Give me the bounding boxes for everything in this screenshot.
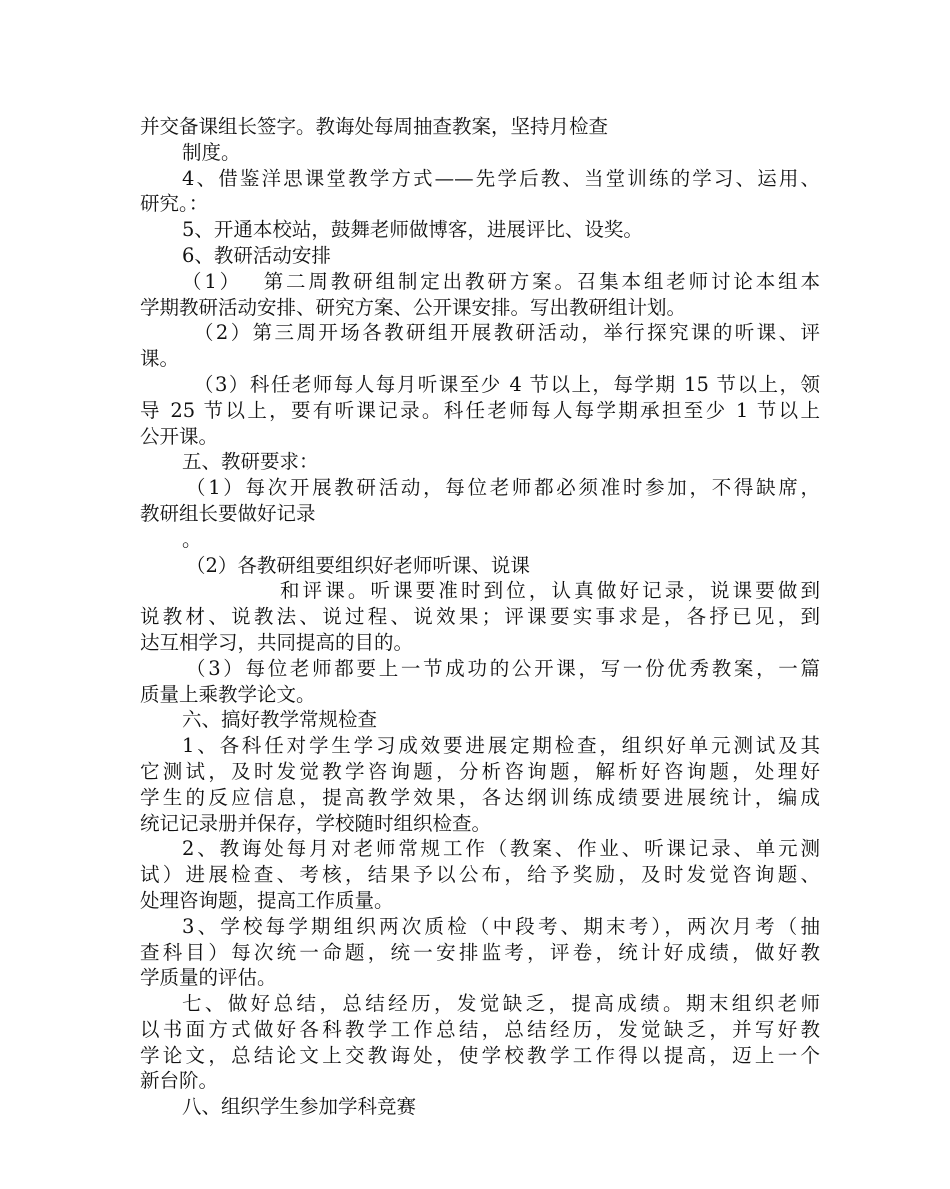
text-line: （1）每次开展教研活动，每位老师都必须准时参加，不得缺席， [186,476,820,500]
text-line: 。 [182,527,202,551]
text-line: 查科目）每次统一命题，统一安排监考，评卷，统计好成绩，做好教 [140,940,820,964]
text-line: 学期教研活动安排、研究方案、公开课安排。写出教研组计划。 [140,295,687,319]
text-line: 并交备课组长签字。教诲处每周抽查教案，坚持月检查 [140,115,609,138]
text-line: 导 25 节以上，要有听课记录。科任老师每人每学期承担至少 1 节以上 [140,398,820,422]
text-line: 它测试，及时发觉教学咨询题，分析咨询题，解析好咨询题，处理好 [140,759,820,783]
text-line: （2）各教研组要组织好老师听课、说课 [186,553,530,577]
document-body [140,114,820,1120]
text-line: 公开课。 [140,424,219,448]
text-line: 说教材、说教法、说过程、说效果；评课要实事求是，各抒已见，到 [140,605,820,629]
text-line: （3）每位老师都要上一节成功的公开课，写一份优秀教案，一篇 [186,656,820,680]
text-line: 2、教诲处每月对老师常规工作（教案、作业、听课记录、单元测 [182,837,820,861]
text-line: 试）进展检查、考核，结果予以公布，给予奖励，及时发觉咨询题、 [140,863,820,887]
section-heading: 五、教研要求： [182,450,319,474]
text-line: 1、各科任对学生学习成效要进展定期检查，组织好单元测试及其 [182,734,820,758]
text-line: 6、教研活动安排 [182,243,331,267]
text-line: （3）科任老师每人每月听课至少 4 节以上，每学期 15 节以上，领 [194,372,820,396]
text-line: 课。 [140,347,180,371]
text-line: 研究。： [140,192,209,216]
text-line: 学质量的评估。 [140,966,277,990]
text-line: 统记记录册并保存，学校随时组织检查。 [140,811,492,835]
text-line: 处理咨询题，提高工作质量。 [140,888,394,912]
text-line: 达互相学习，共同提高的目的。 [140,630,414,654]
text-line: 质量上乘教学论文。 [140,682,316,706]
text-line: 和评课。听课要准时到位，认真做好记录，说课要做到 [280,579,820,603]
text-line: 5、开通本校站，鼓舞老师做博客，进展评比、设奖。 [182,218,643,242]
section-heading: 七、做好总结，总结经历，发觉缺乏，提高成绩。期末组织老师 [182,992,820,1016]
text-line: 学生的反应信息，提高教学效果，各达纲训练成绩要进展统计，编成 [140,785,820,809]
text-line: 新台阶。 [140,1069,219,1093]
text-line: （1） 第二周教研组制定出教研方案。召集本组老师讨论本组本 [182,269,820,293]
text-line: 以书面方式做好各科教学工作总结，总结经历，发觉缺乏，并写好教 [140,1017,820,1041]
text-line: 学论文，总结论文上交教诲处，使学校教学工作得以提高，迈上一个 [140,1043,820,1067]
text-line: 制度。 [182,140,241,164]
text-line: 教研组长要做好记录 [140,501,316,525]
text-line: 4、借鉴洋思课堂教学方式——先学后教、当堂训练的学习、运用、 [182,166,820,190]
text-line: 3、学校每学期组织两次质检（中段考、期末考），两次月考（抽 [182,914,820,938]
section-heading: 八、组织学生参加学科竞赛 [182,1095,417,1119]
section-heading: 六、搞好教学常规检查 [182,708,378,732]
text-line: （2）第三周开场各教研组开展教研活动，举行探究课的听课、评 [194,321,820,345]
